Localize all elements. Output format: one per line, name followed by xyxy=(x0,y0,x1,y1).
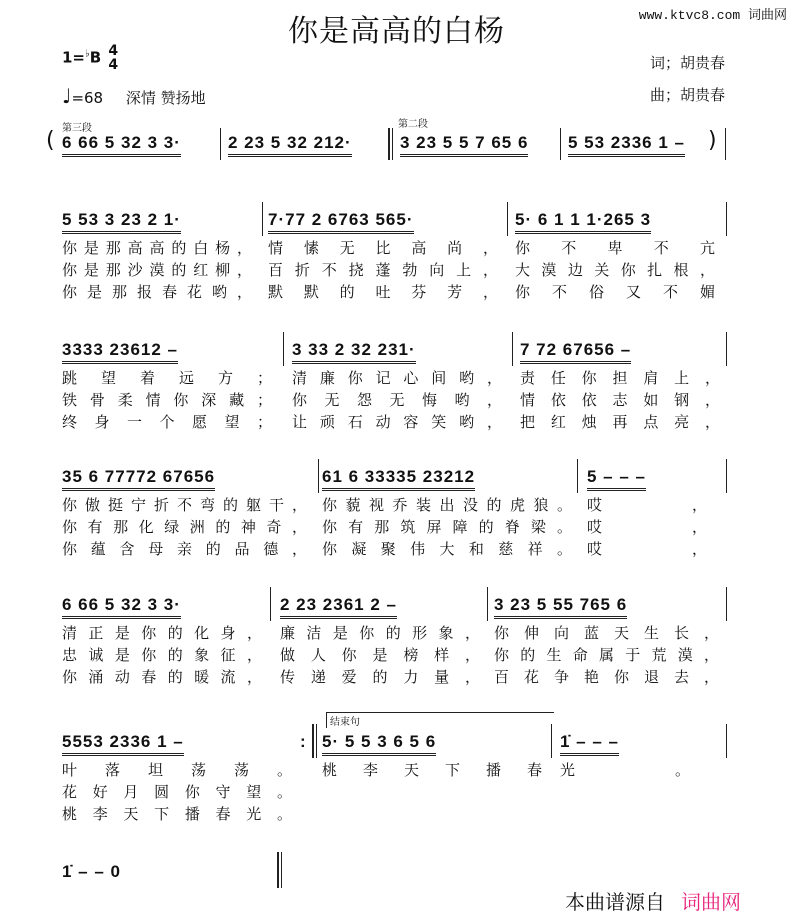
final-measure-notes: 1̇ – – 0 xyxy=(62,862,121,881)
barline xyxy=(726,587,727,621)
barline xyxy=(507,202,508,236)
barline xyxy=(725,128,726,160)
lyric-verse-1: 廉洁是你的形象， xyxy=(280,624,480,642)
lyric-verse-2: 你有那化绿洲的神奇， xyxy=(62,518,307,536)
intro-measure-notes: 5 53 2336 1 – xyxy=(568,133,685,157)
lyric-verse-1: 哎， xyxy=(587,496,707,514)
barline xyxy=(262,202,263,236)
footer xyxy=(565,886,741,915)
measure-notes: 35 6 77772 67656 xyxy=(62,467,215,491)
footer-text: 本曲谱源自 xyxy=(565,890,665,914)
close-paren: ) xyxy=(708,128,717,153)
tempo-marking xyxy=(62,84,206,108)
lyric-verse-3: 你蕴含母亲的品德， xyxy=(62,540,307,558)
expression: 深情 赞扬地 xyxy=(125,89,206,107)
lyric-verse-3: 你不俗又不媚 xyxy=(515,283,715,301)
lyric-verse-3: 传递爱的力量， xyxy=(280,668,480,686)
lyric-verse-1: 桃李天下播春 xyxy=(322,761,542,779)
measure-notes: 6 66 5 32 3 3· xyxy=(62,595,181,619)
measure-notes: 61 6 33335 23212 xyxy=(322,467,475,491)
barline xyxy=(281,852,282,888)
barline xyxy=(726,459,727,493)
barline xyxy=(270,587,271,621)
flat-icon: ♭ xyxy=(85,48,90,60)
lyric-verse-1: 你藐视乔装出没的虎狼。 xyxy=(322,496,572,514)
intro-measure-notes: 2 23 5 32 212· xyxy=(228,133,352,157)
lyric-verse-3: 哎， xyxy=(587,540,707,558)
lyric-verse-3: 让顽石动容笑哟， xyxy=(292,413,502,431)
barline xyxy=(283,332,284,366)
key-signature xyxy=(62,44,118,72)
barline xyxy=(277,852,279,888)
time-top: 4 xyxy=(108,43,119,59)
measure-notes: 5· 5 5 3 6 5 6 xyxy=(322,732,436,756)
key-note: B xyxy=(89,48,102,67)
lyric-verse-1: 你是那高高的白杨， xyxy=(62,239,252,257)
section-label-third: 第三段 xyxy=(62,123,92,134)
section-label-ending: 结束句 xyxy=(326,712,554,728)
measure-notes: 3 23 5 55 765 6 xyxy=(494,595,627,619)
barline xyxy=(560,128,561,160)
lyric-verse-1: 跳望着远方； xyxy=(62,369,272,387)
tempo-value: =68 xyxy=(71,89,104,107)
barline xyxy=(392,128,393,160)
lyric-verse-1: 你不卑不亢 xyxy=(515,239,715,257)
lyric-verse-2: 你的生命属于荒漠， xyxy=(494,646,719,664)
barline xyxy=(487,587,488,621)
lyric-verse-2: 大漠边关你扎根， xyxy=(515,261,715,279)
barline xyxy=(318,459,319,493)
lyric-verse-2: 忠诚是你的象征， xyxy=(62,646,262,664)
barline xyxy=(726,724,727,758)
lyric-verse-2: 哎， xyxy=(587,518,707,536)
barline xyxy=(388,128,390,160)
lyric-verse-1: 责任你担肩上， xyxy=(520,369,720,387)
intro-measure-notes: 6 66 5 32 3 3· xyxy=(62,133,181,157)
barline xyxy=(512,332,513,366)
lyric-verse-3: 你凝聚伟大和慈祥。 xyxy=(322,540,572,558)
barline xyxy=(316,724,317,758)
measure-notes: 7·77 2 6763 565· xyxy=(268,210,414,234)
lyricist: 词；胡贵春 xyxy=(650,54,726,72)
open-paren: ( xyxy=(46,128,55,153)
lyric-verse-1: 你伸向蓝天生长， xyxy=(494,624,719,642)
repeat-dots: : xyxy=(300,732,307,751)
measure-notes: 3333 23612 – xyxy=(62,340,178,364)
section-label-second: 第二段 xyxy=(398,119,428,130)
footer-brand: 词曲网 xyxy=(681,890,741,914)
lyric-verse-1: 清正是你的化身， xyxy=(62,624,262,642)
lyric-verse-2: 情依依志如钢， xyxy=(520,391,720,409)
barline xyxy=(312,724,314,758)
measure-notes: 3 33 2 32 231· xyxy=(292,340,416,364)
key-prefix: 1= xyxy=(62,48,86,67)
measure-notes: 5 – – – xyxy=(587,467,646,491)
measure-notes: 1̇ – – – xyxy=(560,732,619,756)
song-title: 你是高高的白杨 xyxy=(288,14,505,49)
lyric-verse-1: 你傲挺宁折不弯的躯干， xyxy=(62,496,307,514)
lyric-verse-3: 百花争艳你退去， xyxy=(494,668,719,686)
measure-notes: 5 53 3 23 2 1· xyxy=(62,210,181,234)
lyric-verse-3: 桃李天下播春光。 xyxy=(62,805,292,823)
lyric-verse-3: 把红烛再点亮， xyxy=(520,413,720,431)
lyric-verse-3: 你涌动春的暖流， xyxy=(62,668,262,686)
barline xyxy=(220,128,221,160)
time-bottom: 4 xyxy=(108,57,119,73)
time-signature xyxy=(108,44,118,72)
watermark: www.ktvc8.com 词曲网 xyxy=(638,8,787,23)
barline xyxy=(551,724,552,758)
lyric-verse-1: 情愫无比高尚， xyxy=(268,239,498,257)
lyric-verse-3: 你是那报春花哟， xyxy=(62,283,252,301)
measure-notes: 7 72 67656 – xyxy=(520,340,631,364)
lyric-verse-1: 光。 xyxy=(560,761,690,779)
measure-notes: 5553 2336 1 – xyxy=(62,732,184,756)
lyric-verse-3: 终身一个愿望； xyxy=(62,413,272,431)
intro-measure-notes: 3 23 5 5 7 65 6 xyxy=(400,133,528,157)
lyric-verse-2: 你是那沙漠的红柳， xyxy=(62,261,252,279)
lyric-verse-3: 默默的吐芬芳， xyxy=(268,283,498,301)
lyric-verse-2: 铁骨柔情你深藏； xyxy=(62,391,272,409)
lyric-verse-1: 叶落坦荡荡。 xyxy=(62,761,292,779)
measure-notes: 2 23 2361 2 – xyxy=(280,595,397,619)
barline xyxy=(726,332,727,366)
lyric-verse-2: 做人你是榜样， xyxy=(280,646,480,664)
lyric-verse-1: 清廉你记心间哟， xyxy=(292,369,502,387)
measure-notes: 5· 6 1 1 1·265 3 xyxy=(515,210,651,234)
quarter-note-icon: ♩ xyxy=(62,84,72,108)
lyric-verse-2: 花好月圆你守望。 xyxy=(62,783,292,801)
lyric-verse-2: 你无怨无悔哟， xyxy=(292,391,502,409)
lyric-verse-2: 你有那筑屏障的脊梁。 xyxy=(322,518,572,536)
composer: 曲；胡贵春 xyxy=(650,86,726,104)
lyric-verse-2: 百折不挠蓬勃向上， xyxy=(268,261,498,279)
barline xyxy=(577,459,578,493)
barline xyxy=(726,202,727,236)
